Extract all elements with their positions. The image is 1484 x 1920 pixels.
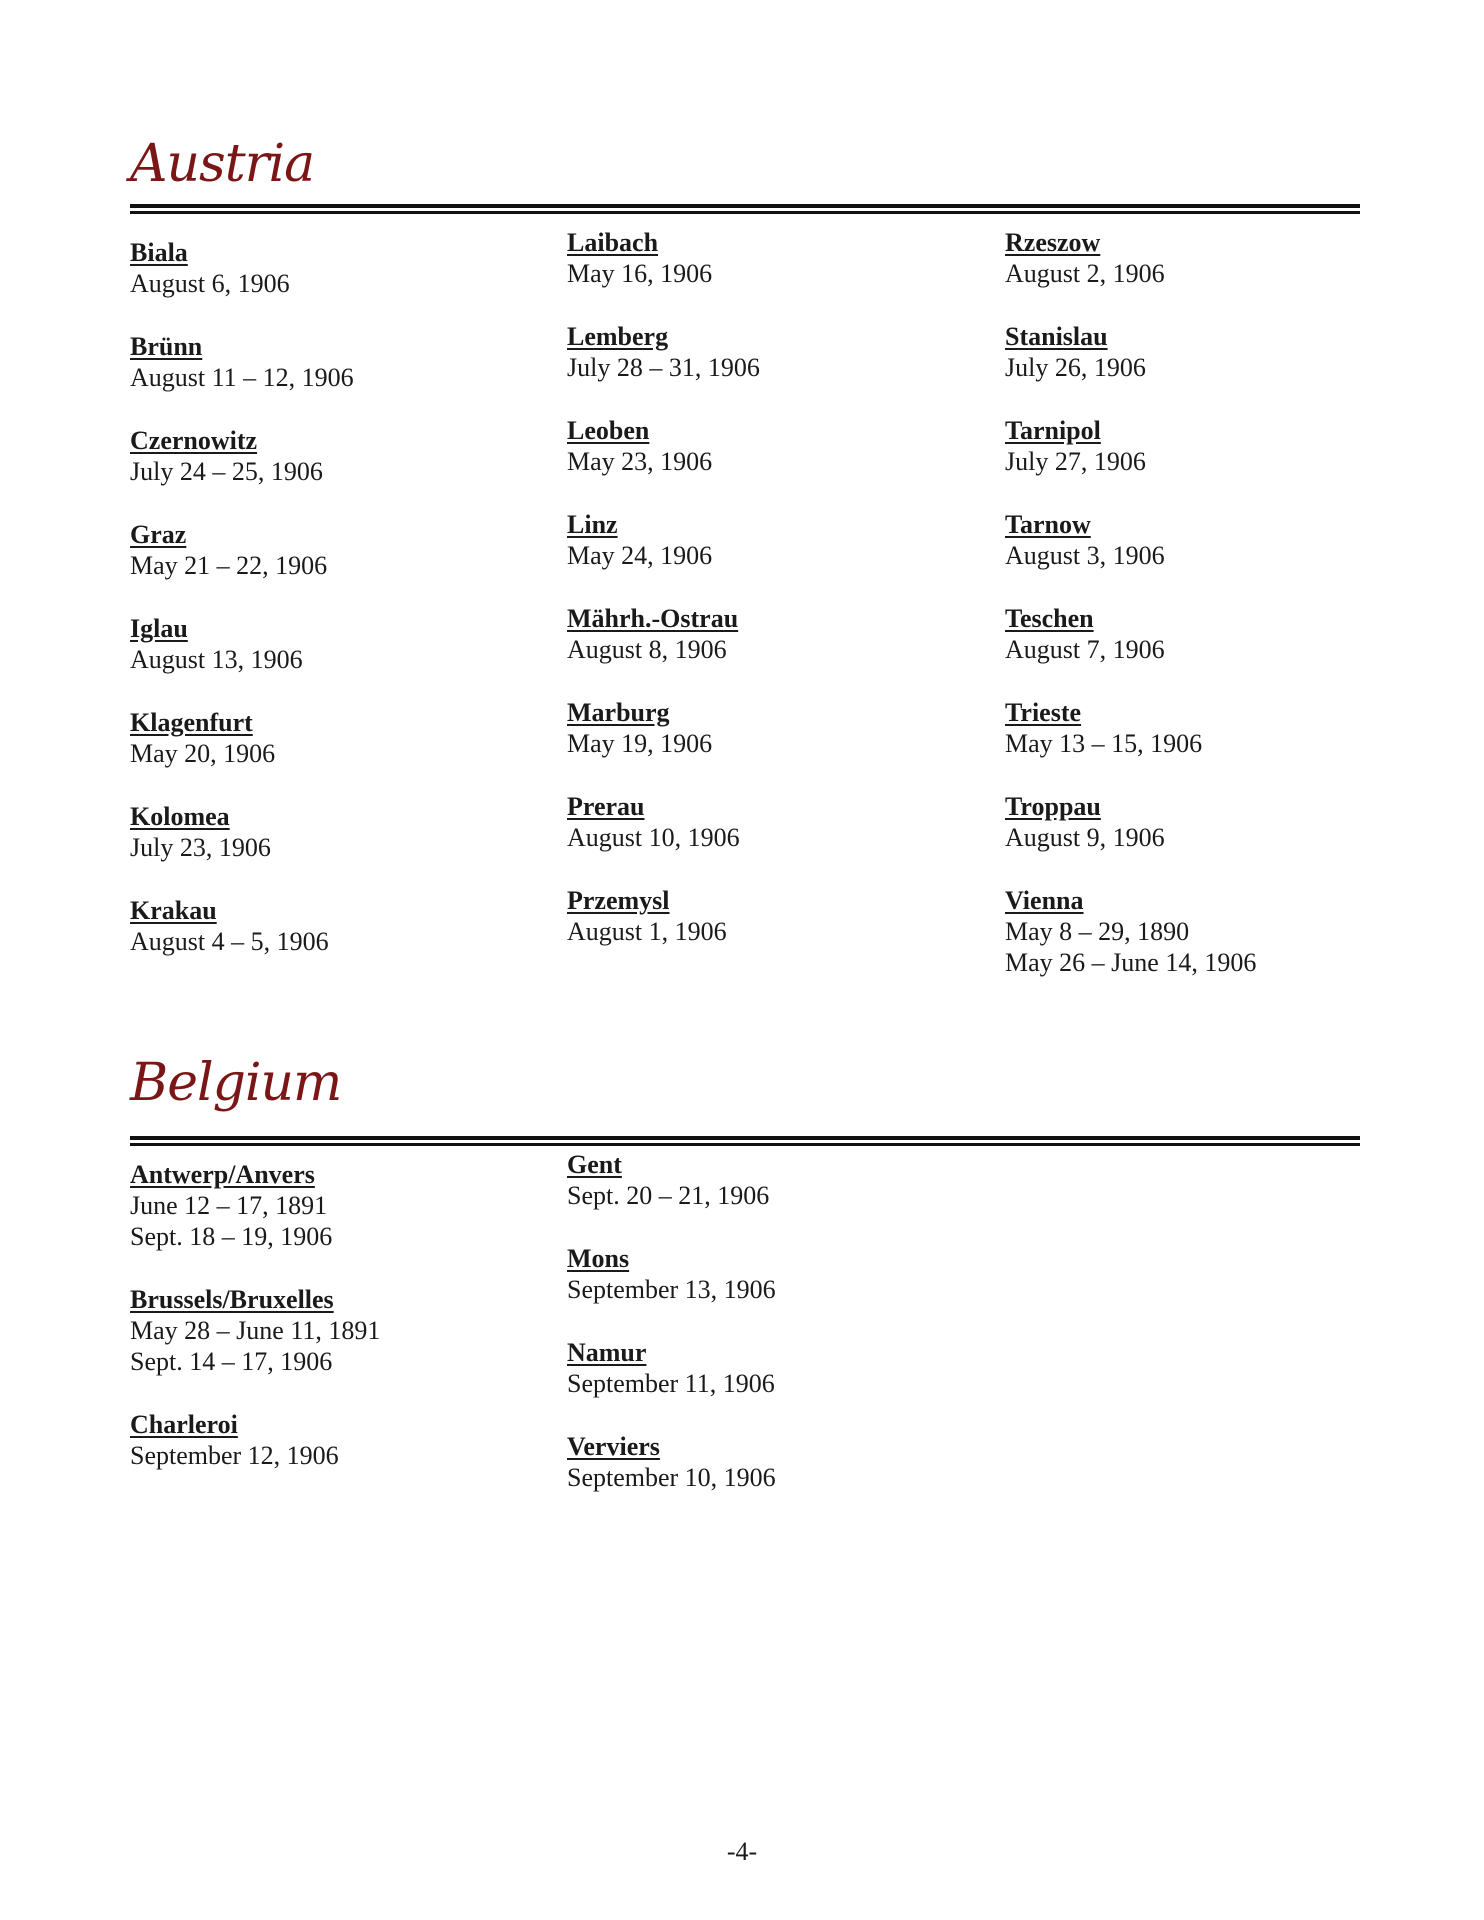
city-name: Teschen bbox=[1005, 604, 1094, 633]
visit-date: September 13, 1906 bbox=[567, 1275, 776, 1304]
list-item bbox=[130, 895, 550, 957]
visit-date: May 8 – 29, 1890 bbox=[1005, 917, 1190, 946]
list-item bbox=[130, 237, 550, 299]
visit-date: July 26, 1906 bbox=[1005, 353, 1146, 382]
list-item bbox=[567, 415, 987, 477]
list-item bbox=[567, 1337, 987, 1399]
city-name: Mons bbox=[567, 1244, 630, 1273]
visit-date: August 4 – 5, 1906 bbox=[130, 927, 329, 956]
city-name: Biala bbox=[130, 238, 188, 267]
visit-date: May 20, 1906 bbox=[130, 739, 276, 768]
list-item bbox=[567, 321, 987, 383]
belgium-column-1 bbox=[130, 1159, 550, 1471]
visit-date: June 12 – 17, 1891 bbox=[130, 1191, 328, 1220]
austria-column-3 bbox=[1005, 227, 1425, 978]
section-title-belgium: Belgium bbox=[130, 1053, 342, 1113]
list-item bbox=[1005, 603, 1425, 665]
visit-date: August 9, 1906 bbox=[1005, 823, 1165, 852]
city-name: Linz bbox=[567, 510, 618, 539]
city-name: Iglau bbox=[130, 614, 188, 643]
city-name: Stanislau bbox=[1005, 322, 1108, 351]
visit-date: Sept. 14 – 17, 1906 bbox=[130, 1347, 333, 1376]
visit-date: September 12, 1906 bbox=[130, 1441, 339, 1470]
visit-date: August 2, 1906 bbox=[1005, 259, 1165, 288]
belgium-column-2 bbox=[567, 1149, 987, 1493]
list-item bbox=[130, 519, 550, 581]
visit-date: May 13 – 15, 1906 bbox=[1005, 729, 1203, 758]
visit-date: August 6, 1906 bbox=[130, 269, 290, 298]
city-name: Prerau bbox=[567, 792, 645, 821]
list-item bbox=[567, 509, 987, 571]
list-item bbox=[567, 227, 987, 289]
city-name: Rzeszow bbox=[1005, 228, 1101, 257]
visit-date: September 11, 1906 bbox=[567, 1369, 775, 1398]
list-item bbox=[1005, 415, 1425, 477]
city-name: Krakau bbox=[130, 896, 217, 925]
visit-date: August 3, 1906 bbox=[1005, 541, 1165, 570]
list-item bbox=[1005, 509, 1425, 571]
section-divider bbox=[130, 204, 1360, 214]
visit-date: August 11 – 12, 1906 bbox=[130, 363, 354, 392]
city-name: Laibach bbox=[567, 228, 659, 257]
city-name: Namur bbox=[567, 1338, 647, 1367]
city-name: Lemberg bbox=[567, 322, 669, 351]
list-item bbox=[567, 697, 987, 759]
section-divider bbox=[130, 1136, 1360, 1146]
visit-date: September 10, 1906 bbox=[567, 1463, 776, 1492]
visit-date: July 24 – 25, 1906 bbox=[130, 457, 323, 486]
list-item bbox=[567, 791, 987, 853]
city-name: Gent bbox=[567, 1150, 622, 1179]
city-name: Charleroi bbox=[130, 1410, 238, 1439]
list-item bbox=[130, 331, 550, 393]
visit-date: August 10, 1906 bbox=[567, 823, 740, 852]
city-name: Troppau bbox=[1005, 792, 1101, 821]
list-item bbox=[567, 885, 987, 947]
visit-date: May 28 – June 11, 1891 bbox=[130, 1316, 381, 1345]
austria-column-1 bbox=[130, 237, 550, 957]
page-number: -4- bbox=[726, 1837, 758, 1866]
visit-date: May 16, 1906 bbox=[567, 259, 713, 288]
city-name: Trieste bbox=[1005, 698, 1082, 727]
list-item bbox=[1005, 697, 1425, 759]
visit-date: May 26 – June 14, 1906 bbox=[1005, 948, 1257, 977]
list-item bbox=[1005, 321, 1425, 383]
city-name: Leoben bbox=[567, 416, 650, 445]
list-item bbox=[130, 1409, 550, 1471]
visit-date: May 19, 1906 bbox=[567, 729, 713, 758]
visit-date: August 8, 1906 bbox=[567, 635, 727, 664]
city-name: Kolomea bbox=[130, 802, 230, 831]
city-name: Verviers bbox=[567, 1432, 660, 1461]
list-item bbox=[1005, 885, 1425, 978]
visit-date: August 1, 1906 bbox=[567, 917, 727, 946]
section-title-austria: Austria bbox=[130, 134, 315, 194]
city-name: Czernowitz bbox=[130, 426, 258, 455]
list-item bbox=[130, 707, 550, 769]
visit-date: July 28 – 31, 1906 bbox=[567, 353, 760, 382]
visit-date: July 23, 1906 bbox=[130, 833, 271, 862]
list-item bbox=[1005, 791, 1425, 853]
city-name: Mährh.-Ostrau bbox=[567, 604, 739, 633]
city-name: Antwerp/Anvers bbox=[130, 1160, 315, 1189]
list-item bbox=[130, 1284, 550, 1377]
city-name: Brussels/Bruxelles bbox=[130, 1285, 334, 1314]
list-item bbox=[1005, 227, 1425, 289]
city-name: Tarnow bbox=[1005, 510, 1091, 539]
visit-date: Sept. 18 – 19, 1906 bbox=[130, 1222, 333, 1251]
visit-date: Sept. 20 – 21, 1906 bbox=[567, 1181, 770, 1210]
city-name: Marburg bbox=[567, 698, 670, 727]
city-name: Przemysl bbox=[567, 886, 670, 915]
list-item bbox=[130, 1159, 550, 1252]
list-item bbox=[130, 801, 550, 863]
city-name: Vienna bbox=[1005, 886, 1084, 915]
visit-date: August 7, 1906 bbox=[1005, 635, 1165, 664]
list-item bbox=[567, 1431, 987, 1493]
list-item bbox=[567, 603, 987, 665]
austria-column-2 bbox=[567, 227, 987, 947]
city-name: Brünn bbox=[130, 332, 203, 361]
list-item bbox=[567, 1243, 987, 1305]
city-name: Graz bbox=[130, 520, 187, 549]
list-item bbox=[130, 613, 550, 675]
visit-date: May 23, 1906 bbox=[567, 447, 713, 476]
visit-date: May 24, 1906 bbox=[567, 541, 713, 570]
visit-date: August 13, 1906 bbox=[130, 645, 303, 674]
visit-date: May 21 – 22, 1906 bbox=[130, 551, 328, 580]
city-name: Tarnipol bbox=[1005, 416, 1101, 445]
city-name: Klagenfurt bbox=[130, 708, 253, 737]
visit-date: July 27, 1906 bbox=[1005, 447, 1146, 476]
list-item bbox=[130, 425, 550, 487]
list-item bbox=[567, 1149, 987, 1211]
